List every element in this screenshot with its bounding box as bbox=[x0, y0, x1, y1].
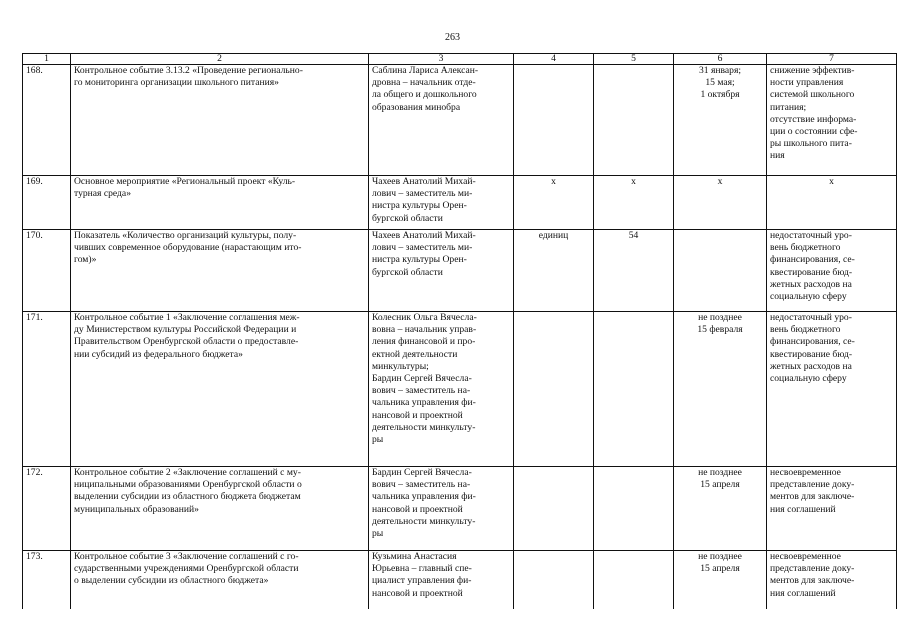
header-col-3: 3 bbox=[369, 54, 514, 65]
value-cell: 54 bbox=[594, 230, 674, 312]
header-col-7: 7 bbox=[767, 54, 897, 65]
value-cell bbox=[594, 467, 674, 551]
table-row bbox=[23, 65, 897, 176]
row-number: 168. bbox=[23, 65, 71, 176]
header-col-2: 2 bbox=[71, 54, 369, 65]
responsible-person: Колесник Ольга Вячесла- вовна – начальник управ- ления финансовой и про- ектной деятельности минкультуры; Бардин Сергей Вячесла- вович – заместитель на- чальника управления фи- нансовой и проектной деятельности минкульту- ры bbox=[369, 312, 514, 467]
row-number: 170. bbox=[23, 230, 71, 312]
unit-cell: единиц bbox=[514, 230, 594, 312]
unit-cell bbox=[514, 65, 594, 176]
event-description: Контрольное событие 3.13.2 «Проведение регионально- го мониторинга организации школьного питания» bbox=[71, 65, 369, 176]
row-number: 173. bbox=[23, 551, 71, 609]
event-description: Контрольное событие 1 «Заключение соглашения меж- ду Министерством культуры Российской Федерации и Правительством Оренбургской области о предоставле- нии субсидий из федерального бюджета» bbox=[71, 312, 369, 467]
header-col-6: 6 bbox=[674, 54, 767, 65]
row-number: 172. bbox=[23, 467, 71, 551]
unit-cell bbox=[514, 551, 594, 609]
row-number: 171. bbox=[23, 312, 71, 467]
table-row bbox=[23, 467, 897, 551]
value-cell bbox=[594, 312, 674, 467]
value-cell: х bbox=[594, 176, 674, 230]
responsible-person: Бардин Сергей Вячесла- вович – заместитель на- чальника управления фи- нансовой и проектной деятельности минкульту- ры bbox=[369, 467, 514, 551]
header-col-5: 5 bbox=[594, 54, 674, 65]
unit-cell: х bbox=[514, 176, 594, 230]
page-number: 263 bbox=[445, 32, 460, 43]
value-cell bbox=[594, 65, 674, 176]
table-row bbox=[23, 230, 897, 312]
header-row bbox=[23, 54, 897, 65]
document-table bbox=[22, 53, 897, 609]
risk-cell: недостаточный уро- вень бюджетного финансирования, се- квестирование бюд- жетных расходов на социальную сферу bbox=[767, 230, 897, 312]
value-cell bbox=[594, 551, 674, 609]
table-row bbox=[23, 176, 897, 230]
deadline-cell: не позднее 15 апреля bbox=[674, 467, 767, 551]
header-col-4: 4 bbox=[514, 54, 594, 65]
risk-cell: х bbox=[767, 176, 897, 230]
risk-cell: несвоевременное представление доку- ментов для заключе- ния соглашений bbox=[767, 467, 897, 551]
event-description: Основное мероприятие «Региональный проект «Куль- турная среда» bbox=[71, 176, 369, 230]
event-description: Контрольное событие 2 «Заключение соглашений с му- ниципальными образованиями Оренбургской области о выделении субсидии из областного бюджета бюджетам муниципальных образований» bbox=[71, 467, 369, 551]
deadline-cell bbox=[674, 230, 767, 312]
deadline-cell: 31 января; 15 мая; 1 октября bbox=[674, 65, 767, 176]
responsible-person: Саблина Лариса Алексан- дровна – начальник отде- ла общего и дошкольного образования минобра bbox=[369, 65, 514, 176]
risk-cell: недостаточный уро- вень бюджетного финансирования, се- квестирование бюд- жетных расходов на социальную сферу bbox=[767, 312, 897, 467]
responsible-person: Кузьмина Анастасия Юрьевна – главный спе- циалист управления фи- нансовой и проектной bbox=[369, 551, 514, 609]
event-description: Контрольное событие 3 «Заключение соглашений с го- сударственными учреждениями Оренбургской области о выделении субсидии из областного бюджета» bbox=[71, 551, 369, 609]
table-row bbox=[23, 551, 897, 609]
deadline-cell: не позднее 15 февраля bbox=[674, 312, 767, 467]
responsible-person: Чахеев Анатолий Михай- лович – заместитель ми- нистра культуры Орен- бургской области bbox=[369, 230, 514, 312]
unit-cell bbox=[514, 467, 594, 551]
table-row bbox=[23, 312, 897, 467]
unit-cell bbox=[514, 312, 594, 467]
risk-cell: несвоевременное представление доку- ментов для заключе- ния соглашений bbox=[767, 551, 897, 609]
row-number: 169. bbox=[23, 176, 71, 230]
deadline-cell: не позднее 15 апреля bbox=[674, 551, 767, 609]
deadline-cell: х bbox=[674, 176, 767, 230]
risk-cell: снижение эффектив- ности управления системой школьного питания; отсутствие информа- ции о состоянии сфе- ры школьного пита- ния bbox=[767, 65, 897, 176]
header-col-1: 1 bbox=[23, 54, 71, 65]
event-description: Показатель «Количество организаций культуры, полу- чивших современное оборудование (нарастающим ито- гом)» bbox=[71, 230, 369, 312]
responsible-person: Чахеев Анатолий Михай- лович – заместитель ми- нистра культуры Орен- бургской области bbox=[369, 176, 514, 230]
